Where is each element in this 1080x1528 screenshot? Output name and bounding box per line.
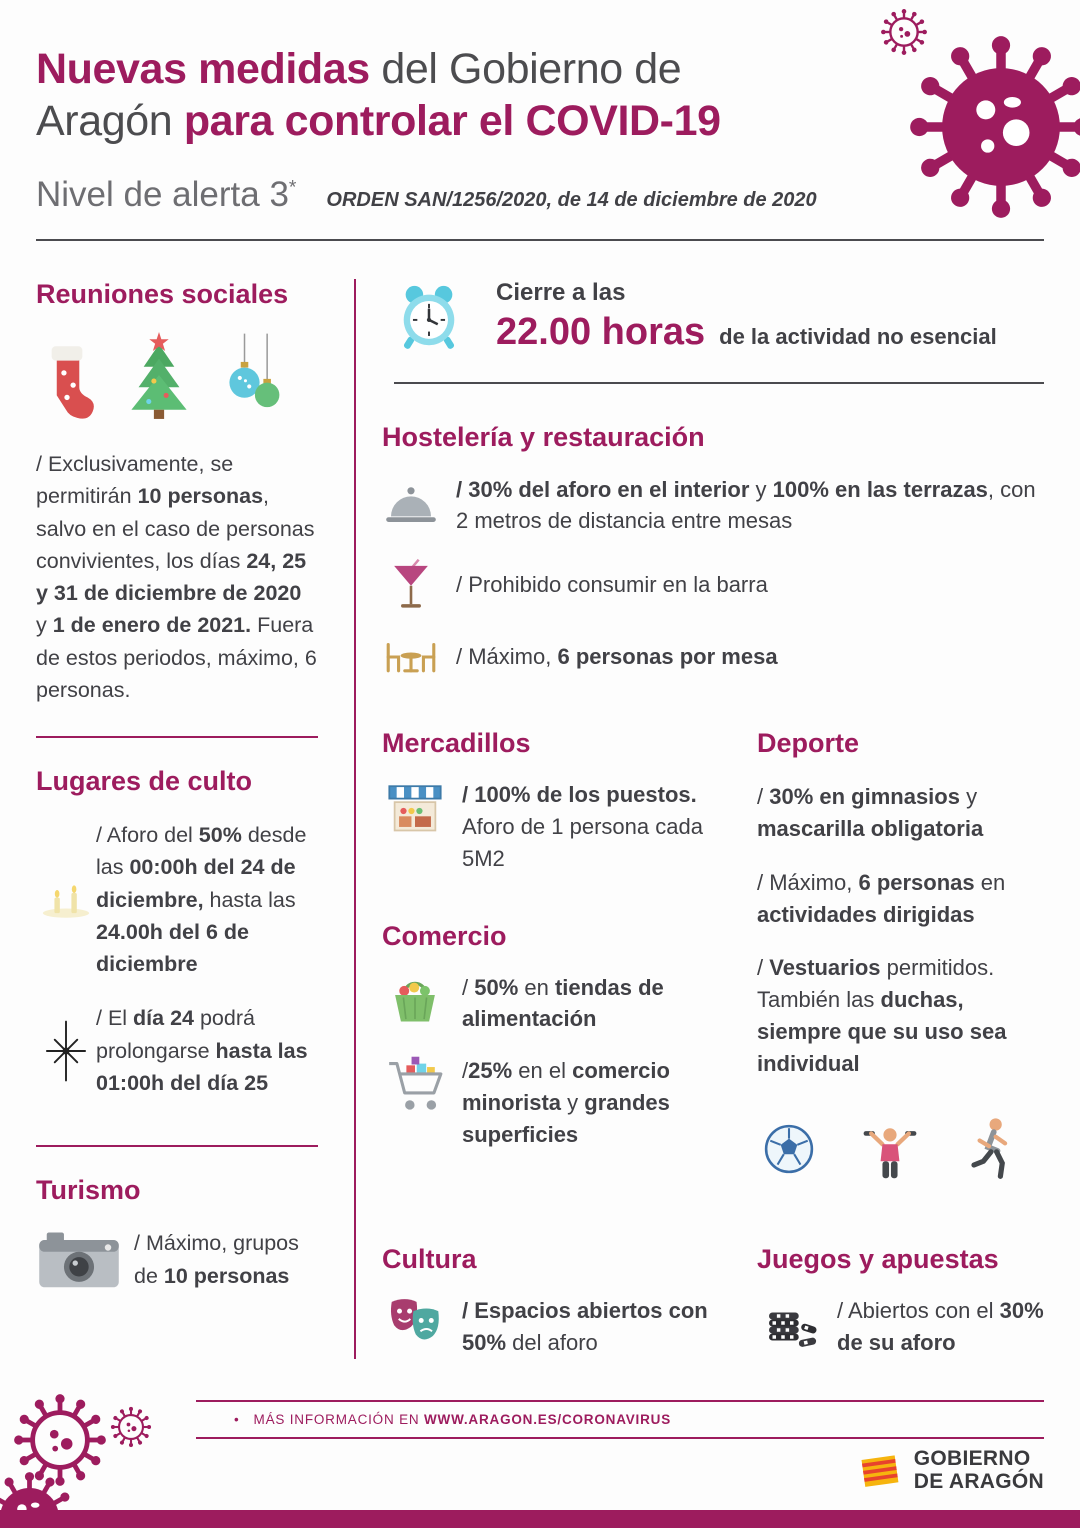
alarm-clock-icon <box>394 282 464 352</box>
christmas-stocking-icon <box>36 336 98 422</box>
culto-text-dia24: / El día 24 podrá prolongarse hasta las 01:00h del día 25 <box>96 1006 308 1095</box>
turismo-item <box>36 1226 318 1293</box>
closing-time: 22.00 horas <box>496 311 706 354</box>
section-hosteleria <box>382 422 1044 680</box>
camera-icon <box>36 1226 122 1293</box>
logo-line1: GOBIERNO <box>913 1447 1031 1471</box>
mercadillos-text: / 100% de los puestos. Aforo de 1 persona cada 5M2 <box>462 781 703 871</box>
section-lugares-de-culto <box>36 766 318 1099</box>
info-bullet: • <box>234 1412 240 1427</box>
lower-grid <box>382 728 1044 1359</box>
aragon-flag-icon <box>858 1448 904 1494</box>
deporte-text-gimnasios: / 30% en gimnasios y mascarilla obligatoria <box>757 783 984 841</box>
closing-line1: Cierre a las <box>496 279 626 307</box>
section-juegos <box>757 1244 1044 1359</box>
hosteleria-item-mesa <box>382 634 1044 680</box>
section-title-culto: Lugares de culto <box>36 766 253 797</box>
order-reference: ORDEN SAN/1256/2020, de 14 de diciembre de 2020 <box>326 189 817 212</box>
virus-icon <box>906 32 1080 222</box>
section-title-turismo: Turismo <box>36 1175 141 1206</box>
virus-icon <box>110 1406 152 1448</box>
closing-rest: de la actividad no esencial <box>719 324 997 350</box>
bottom-bar <box>0 1510 1080 1528</box>
section-cultura <box>382 1244 717 1359</box>
runner-icon <box>965 1116 1015 1182</box>
christmas-icons <box>36 330 318 422</box>
culto-item-dia24 <box>36 1002 318 1099</box>
table-chairs-icon <box>382 634 440 680</box>
logo-line2: DE ARAGÓN <box>913 1470 1044 1493</box>
hosteleria-item-barra <box>382 558 1044 612</box>
section-title-comercio: Comercio <box>382 920 507 951</box>
cloche-icon <box>382 482 440 530</box>
mercadillos-item <box>382 779 717 875</box>
section-divider <box>36 1145 318 1147</box>
section-divider <box>36 736 318 738</box>
section-comercio <box>382 921 717 1151</box>
hosteleria-text-mesa: / Máximo, 6 personas por mesa <box>456 643 778 669</box>
section-title-juegos: Juegos y apuestas <box>757 1244 999 1275</box>
deporte-text-vestuarios: / Vestuarios permitidos. También las duchas, siempre que su uso sea individual <box>757 955 1007 1077</box>
left-column <box>36 279 318 1359</box>
gobierno-aragon-logo <box>858 1448 1044 1494</box>
grocery-basket-icon <box>382 972 448 1036</box>
hosteleria-text-barra: / Prohibido consumir en la barra <box>456 571 768 597</box>
ornaments-icon <box>220 332 286 422</box>
star-icon <box>36 1002 96 1099</box>
column-mercadillos-comercio <box>382 728 717 1182</box>
comercio-item-alimentacion <box>382 972 717 1036</box>
theater-masks-icon <box>382 1295 448 1359</box>
juegos-text: / Abiertos con el 30% de su aforo <box>837 1298 1044 1355</box>
comercio-text-alimentacion: / 50% en tiendas de alimentación <box>462 974 664 1032</box>
weightlifter-icon <box>861 1116 919 1182</box>
section-title-cultura: Cultura <box>382 1244 477 1275</box>
section-title-mercadillos: Mercadillos <box>382 727 531 758</box>
alert-level: Nivel de alerta 3* <box>36 175 297 215</box>
culto-item-aforo <box>36 819 318 980</box>
comercio-item-minorista <box>382 1055 717 1151</box>
culto-text-aforo: / Aforo del 50% desde las 00:00h del 24 de diciembre, hasta las 24.00h del 6 de diciembre <box>96 823 307 977</box>
right-column <box>356 279 1044 1359</box>
info-bar <box>196 1400 1044 1439</box>
section-reuniones-sociales <box>36 279 318 706</box>
title-line1: Nuevas medidas del Gobierno de <box>36 45 682 93</box>
comercio-text-minorista: /25% en el comercio minorista y grandes superficies <box>462 1058 670 1148</box>
section-title-deporte: Deporte <box>757 727 860 758</box>
market-stall-icon <box>382 779 448 875</box>
title-line2: Aragón para controlar el COVID-19 <box>36 96 721 145</box>
header-divider <box>36 239 1044 241</box>
hosteleria-item-aforo <box>382 475 1044 536</box>
shopping-cart-icon <box>382 1055 448 1151</box>
section-turismo <box>36 1175 318 1293</box>
virus-icon <box>880 8 928 56</box>
section-mercadillos <box>382 728 717 875</box>
candles-icon <box>36 819 96 980</box>
cocktail-icon <box>382 558 440 612</box>
poker-chips-icon <box>757 1295 823 1359</box>
cultura-item <box>382 1295 717 1359</box>
section-title-reuniones: Reuniones sociales <box>36 279 289 310</box>
main-content <box>0 279 1080 1359</box>
closing-banner <box>382 279 1044 354</box>
reuniones-text: / Exclusivamente, se permitirán 10 personas, salvo en el caso de personas convivientes, los días 24, 25 y 31 de diciembre de 2020 y 1 de enero de 2021. Fuera de estos periodos, máximo, 6 personas. <box>36 452 317 702</box>
juegos-item <box>757 1295 1044 1359</box>
sport-icons <box>757 1116 1044 1182</box>
closing-divider <box>394 382 1044 384</box>
info-link[interactable]: MÁS INFORMACIÓN EN WWW.ARAGON.ES/CORONAVIRUS <box>253 1412 671 1427</box>
cultura-text: / Espacios abiertos con 50% del aforo <box>462 1298 708 1355</box>
section-deporte <box>757 728 1044 1182</box>
hosteleria-text-aforo: / 30% del aforo en el interior y 100% en las terrazas, con 2 metros de distancia entre mesas <box>456 477 1036 533</box>
section-title-hosteleria: Hostelería y restauración <box>382 422 705 453</box>
soccer-ball-icon <box>763 1123 815 1175</box>
christmas-tree-icon <box>122 330 196 422</box>
page-title <box>36 44 830 147</box>
deporte-text-actividades: / Máximo, 6 personas en actividades dirigidas <box>757 869 1006 927</box>
turismo-text: / Máximo, grupos de 10 personas <box>134 1231 299 1288</box>
